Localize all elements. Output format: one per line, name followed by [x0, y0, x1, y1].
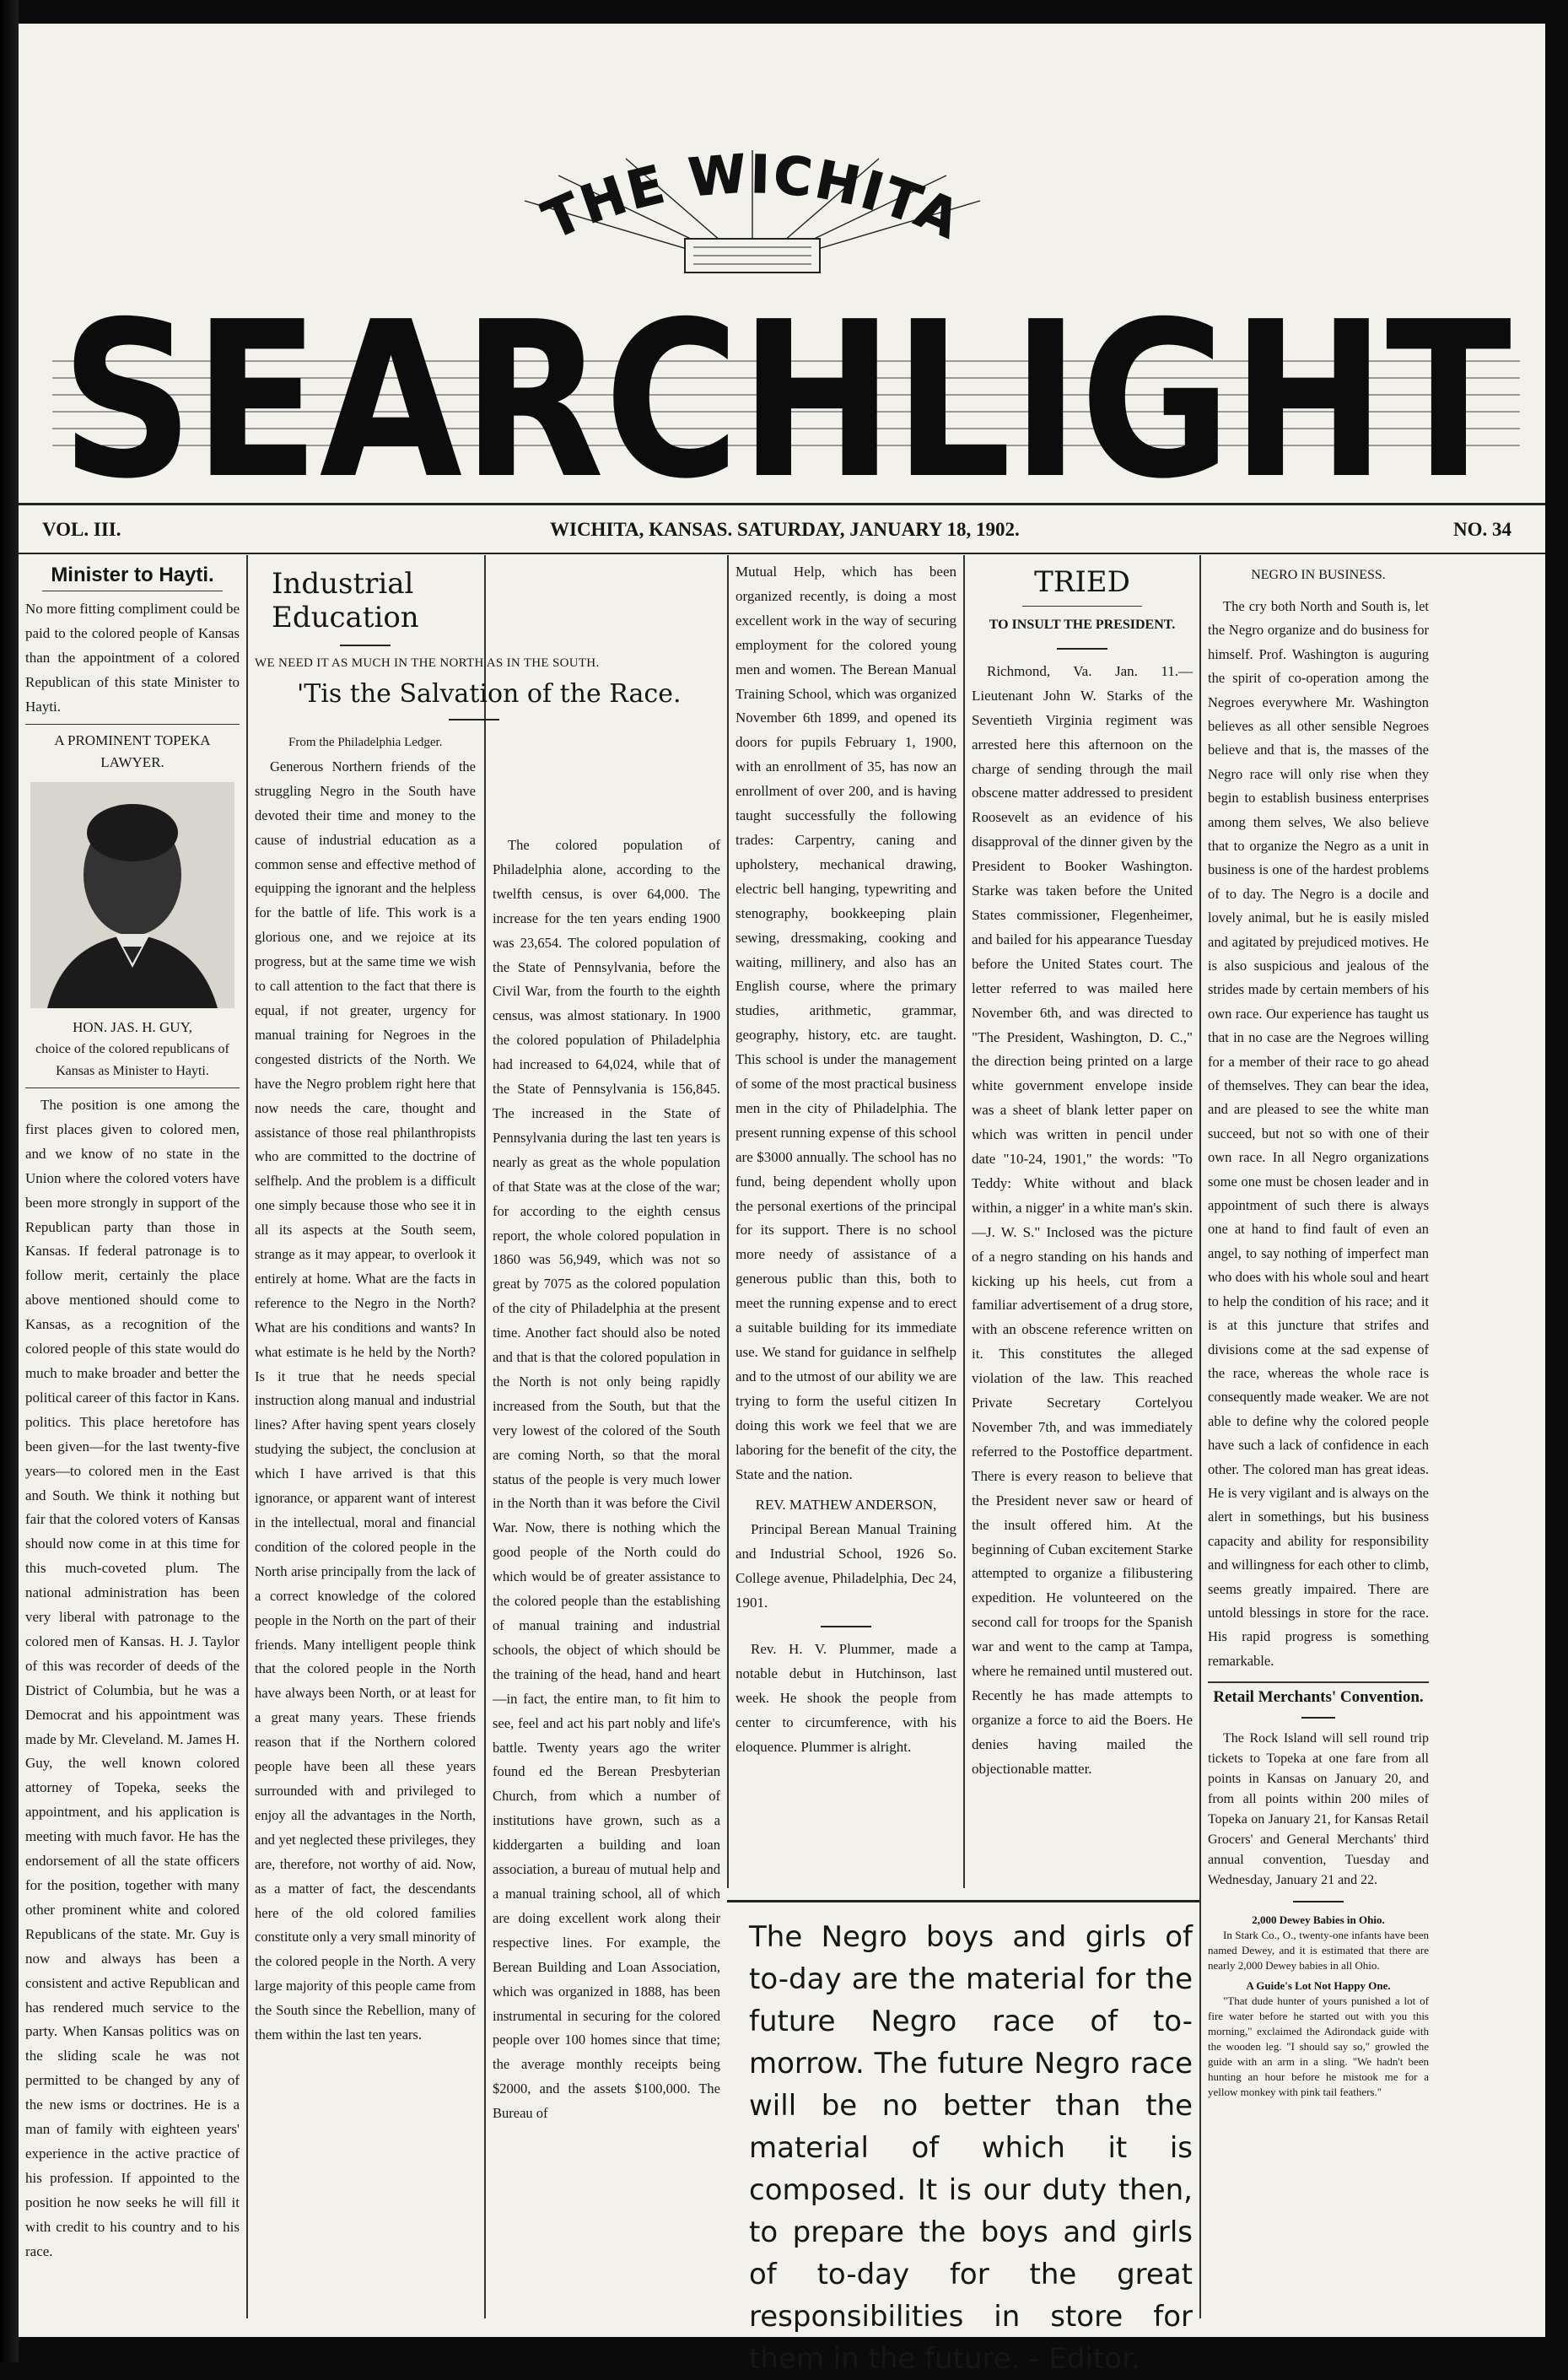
divider [449, 719, 499, 720]
portrait-caption: choice of the colored republicans of Kansas as Minister to Hayti. [35, 1042, 229, 1078]
column-3 [493, 834, 720, 2126]
article-body: The cry both North and South is, let the Negro organize and do business for himself. Prof. Washington is auguring the spirit of co-operation among the Negroes everywhere Mr. Washington believes as all other sensible Negroes believe and that is, the masses of the Negro race will only rise when they begin to establish business enterprises among them selves, We also believe that to organize the Negro as a unit in business is one of the hardest problems of to day. The Negro is a docile and lovely animal, but he is easily misled and agitated by prejudiced motives. He is also suspicious and jealous of the strides made by certain members of his own race. Our experience has taught us that in no case are the Negroes willing for a member of their race to go ahead of themselves. They can bear the idea, and are pleased to see the white man succeed, but not so with one of their own race. In all Negro organizations some one must be chosen leader and in appointment of such there is always one at hand to find fault of even an angel, to say nothing of imperfect man who does with his whole soul and heart to help the condition of his race; and it is at this juncture that strifes and divisions come at the sad expense of the race, whereas the whole race is consequently made weaker. We are not able to define why the colored people have such a lack of confidence in each other. The colored man has great ideas. He is very vigilant and is always on the alert in somethings, but his business capacity and ability for responsibility and willingness for each other to climb, seems greatly impaired. There are untold blessings in store for the race. His rapid progress is something remarkable. [1208, 597, 1429, 1669]
headline-negro-in-business: NEGRO IN BUSINESS. [1251, 568, 1386, 582]
the-wichita-logo [491, 142, 1014, 277]
column-6 [1208, 560, 1429, 2100]
column-1 [25, 560, 240, 2264]
guide-body: "That dude hunter of yours punished a lot of fire water before he started out with you this morning," exclaimed the Adirondack guide with the wooden leg. "I should say so," growled the guide with an arm in a sling. "We hadn't been hunting an hour before he mistook me for a yellow monkey with pink tail feathers." [1208, 1994, 1429, 2099]
svg-text:THE WICHITA: THE WICHITA [534, 142, 971, 251]
editorial-box [727, 1900, 1199, 2376]
column-rule [963, 555, 965, 1888]
scan-edge [0, 0, 19, 2362]
column-rule [727, 555, 729, 1888]
article-body: The colored population of Philadelphia alone, according to the twelfth census, is over 64,000. The increase for the ten years ending 1900 was 23,654. The colored population of the State of Pennsylvania, before the Civil War, from the fourth to the eighth census, was almost stationary. In 1900 the colored population of Philadelphia had increased to 64,024, while that of the State of Pennsylvania is 156,845. The increased in the State of Pennsylvania during the last ten years is nearly as great as the whole population of that State was at the close of the war; for according to the eighth census report, the whole colored population in 1860 was 56,949, which was not so great by 7075 as the colored population of the city of Philadelphia at the present time. Another fact should also be noted and that is that the colored population in the North is not only being rapidly increased from the South, but that the very lowest of the colored of the South are coming North, so that the moral status of the people is very much lower in the North than it was before the Civil War. Now, there is nothing which the good people of the North could do which would be of greater assistance to the colored people than the establishing of manual training and industrial schools, the object of which should be the training of the head, hand and heart—in fact, the entire man, to fit him to see, feel and act his part nobly and life's battle. Twenty years ago the writer found ed the Berean Presbyterian Church, from which a number of institutions have grown, such as a kiddergarten a building and loan association, a bureau of mutual help and a manual training school, all of which are doing excellent work along their respective lines. For example, the Berean Building and Loan Association, which was organized in 1888, has been instrumental in securing for the colored people over 100 homes since that time; the average monthly receipts being $2000, and the assets $100,000. The Bureau of [493, 837, 720, 2122]
dewey-body: In Stark Co., O., twenty-one infants have been named Dewey, and it is estimated that there are nearly 2,000 Dewey babies in all Ohio. [1208, 1929, 1429, 1973]
searchlight-logo [52, 268, 1520, 526]
intro-paragraph: No more fitting compliment could be paid to the colored people of Kansas than the appointment of a colored Republican of this state Minister to Hayti. [25, 601, 240, 715]
divider [1301, 1717, 1335, 1719]
newspaper-page [19, 24, 1545, 2376]
headline-industrial-education: Industrial Education [272, 567, 419, 634]
subheadline: WE NEED IT AS MUCH IN THE NORTH AS IN THE SOUTH. [255, 656, 600, 670]
svg-text:SEARCHLIGHT: SEARCHLIGHT [61, 276, 1511, 526]
issue-date: WICHITA, KANSAS. SATURDAY, JANUARY 18, 1902. [550, 519, 1020, 540]
divider [821, 1626, 871, 1627]
masthead [19, 24, 1545, 526]
divider [340, 645, 391, 646]
convention-headline: Retail Merchants' Convention. [1213, 1688, 1424, 1707]
headline-minister-to-hayti: Minister to Hayti. [51, 564, 214, 586]
article-body: Generous Northern friends of the struggling Negro in the South have devoted their time and money to the cause of industrial education as a common sense and effective method of equipping the ignorant and the helpless for the battle of life. This work is a glorious one, and we rejoice at its progress, but at the same time we wish to call attention to the fact that there is equal, if not greater, urgency for manual training for Negroes in the congested districts of the North. We have the Negro problem right here that now needs the care, thought and assistance of those real philanthropists who are committed to the doctrine of selfhelp. And the problem is a difficult one simply because those who see it in all its aspects at the South seem, strange as it may appear, to overlook it entirely at home. What are the facts in reference to the Negro in the North? What are his conditions and wants? In what estimate is he held by the North? Is it true that he needs special instruction along manual and industrial lines? After having spent years closely studying the subject, the conclusion at which I have arrived is that this ignorance, or apparent want of interest in the intellectual, moral and financial condition of the colored people in the North arise principally from the lack of a correct knowledge of the colored people in the North on the part of their friends. Many intelligent people think that the colored people in the North have always been North, or at least for a great many years. These friends reason that if the Northern colored people have been all these years surrounded with and privileged to enjoy all the advantages in the North, and yet neglected these privileges, they are, therefore, not worthy of aid. Now, as a matter of fact, the descendants here of the old colored families constitute only a very small minority of the colored people in the North. A very large majority of this people came from the South since the Rebellion, many of them within the last ten years. [255, 758, 476, 2043]
editorial-text: The Negro boys and girls of to-day are the material for the future Negro race of to-morrow. The future Negro race will be no better than the material of which it is composed. It is our duty then, to prepare the boys and girls of to-day for the great responsibilities in store for them in the future. - Editor. [749, 1920, 1193, 2376]
signature: REV. MATHEW ANDERSON, [755, 1497, 937, 1514]
volume-number: VOL. III. [42, 519, 121, 540]
article-body: Mutual Help, which has been organized recently, is doing a most excellent work in the way of securing employment for the colored young men and women. The Berean Manual Training School, which was organized November 6th 1899, and opened its doors for pupils February 1, 1900, with an enrollment of 35, has now an enrollment of over 200, and is having taught successfully the following trades: Carpentry, caning and upholstery, mechanical drawing, electric bell hanging, typewriting and stenography, bookkeeping plain sewing, dressmaking, cooking and waiting, millinery, and also has an English course, where the primary studies, arithmetic, grammar, geography, history, etc. are taught. This school is under the management of some of the most practical business men in the city of Philadelphia. The present running expense of this school are $3000 annually. The school has no fund, being dependent wholly upon the personal exertions of the principal for its support. There is no school more needy of assistance of a generous public than this, both to meet the running expense and to erect a suitable building for its immediate use. We stand for guidance in selfhelp and to the utmost of our ability we are trying to form the useful citizen In doing this work we feel that we are laboring for the benefit of the city, the State and the nation. [736, 564, 956, 1482]
column-4 [736, 560, 956, 1760]
convention-body: The Rock Island will sell round trip tickets to Topeka at one fare from all points in Kansas on January 20, and from all points within 200 miles of Topeka on January 21, for Kansas Retail Grocers' and General Merchants' third annual convention, Tuesday and Wednesday, January 21 and 22. [1208, 1731, 1429, 1888]
column-rule [1199, 555, 1201, 2318]
portrait-label: A PROMINENT TOPEKA LAWYER. [54, 732, 211, 770]
dewey-headline: 2,000 Dewey Babies in Ohio. [1252, 1913, 1385, 1927]
issue-number: NO. 34 [1453, 519, 1511, 540]
portrait-caption-name: HON. JAS. H. GUY, [73, 1019, 192, 1035]
subheadline: TO INSULT THE PRESIDENT. [989, 618, 1176, 632]
source-line: From the Philadelphia Ledger. [288, 736, 443, 749]
divider [1057, 648, 1107, 650]
signature-text: Principal Berean Manual Training and Industrial School, 1926 So. College avenue, Philadelphia, Dec 24, 1901. [736, 1521, 956, 1611]
guide-headline: A Guide's Lot Not Happy One. [1246, 1979, 1391, 1993]
dateline-bar [19, 503, 1545, 554]
plummer-note: Rev. H. V. Plummer, made a notable debut in Hutchinson, last week. He shook the people from center to circumference, with his eloquence. Plummer is alright. [736, 1640, 956, 1755]
tagline: 'Tis the Salvation of the Race. [297, 679, 682, 709]
column-rule [246, 555, 248, 2318]
column-5 [972, 560, 1193, 1782]
headline-tried: TRIED [1034, 565, 1130, 599]
divider [1293, 1901, 1344, 1902]
column-rule [484, 555, 486, 2318]
article-body: The position is one among the first places given to colored men, and we know of no state in the Union where the colored voters have been more strongly in support of the Republican party than those in Kansas. If federal patronage is to follow merit, certainly the place above mentioned should come to Kansas, as a recognition of the colored people of this state would do much to make broader and better the political career of this factor in Kans. politics. This place heretofore has been given—for the last twenty-five years—to colored men in the East and South. We think it nothing but fair that the colored voters of Kansas should now come in at this time for this much-coveted plum. The national administration has been very liberal with patronage to the colored men of Kansas. H. J. Taylor of this was recorder of deeds of the District of Columbia, but he was a Democrat and his appointment was made by Mr. Cleveland. M. James H. Guy, the well known colored attorney of Topeka, seeks the appointment, and his application is meeting with much favor. He has the endorsement of all the state officers for the position, together with many other prominent white and colored Republicans of the state. Mr. Guy is now and always has been a consistent and active Republican and has rendered much service to the party. When Kansas politics was on the sliding scale he was not permitted to be changed by any of the new isms or doctrines. He is a man of family with eighteen years' experience in the active practice of his profession. If appointed to the position he now seeks he will fill it with credit to his country and to his race. [25, 1097, 240, 2259]
article-body: Richmond, Va. Jan. 11.—Lieutenant John W. Starks of the Seventieth Virginia regiment was arrested here this afternoon on the charge of sending through the mail obscene matter addressed to president Roosevelt as an evidence of his disapproval of the dinner given by the President to Booker Washington. Starke was taken before the United States commissioner, Flegenheimer, and bailed for his appearance Tuesday before the United States court. The letter referred to was mailed here November 6th, and was directed to "The President, Washington, D. C.," the direction being printed on a large white government envelope inside was a sheet of blank letter paper on which was written in pencil under date "10-24, 1901," the words: "To Teddy: White without and black within, a nigger' in a white man's skin.—J. W. S." Inclosed was the picture of a negro standing on his hands and kicking up his heels, cut from a familiar advertisement of a drug store, with an obscene reference written on it. This constitutes the alleged violation of the law. This reached Private Secretary Cortelyou November 7th, and was immediately referred to the Postoffice department. There is every reason to believe that the President never saw or heard of the insult offered him. At the beginning of Cuban excitement Starke attempted to organize a filibustering expedition. He volunteered on the second call for troops for the Spanish war and went to the camp at Tampa, where he remained until mustered out. Recently he has made attempts to organize a force to aid the Boers. He denies having mailed the objectionable matter. [972, 662, 1193, 1777]
portrait-photo [30, 782, 234, 1008]
